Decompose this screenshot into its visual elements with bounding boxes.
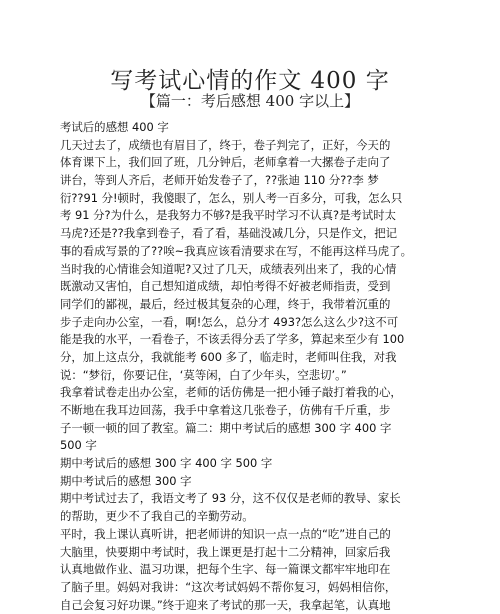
text-line: 考 91 分?为什么，是我努力不够?是我平时学习不认真?是考试时太 xyxy=(60,208,397,223)
text-line: 期中考试后的感想 300 字 xyxy=(60,473,192,488)
text-line: 分，加上这点分，我就能考 600 多了，临走时，老师叫住我，对我 xyxy=(60,349,397,364)
text-line: 了脑子里。妈妈对我讲：“这次考试妈妈不帮你复习，妈妈相信你， xyxy=(60,579,397,594)
text-line: 马虎?还是??我拿到卷子，看了看，基础没减几分，只是作文，把记 xyxy=(60,226,398,241)
text-line: 子一顿一顿的回了教室。篇二：期中考试后的感想 300 字 400 字 xyxy=(60,420,392,435)
text-line: 当时我的心情谁会知道呢?又过了几天，成绩表列出来了，我的心情 xyxy=(60,261,397,276)
text-line: 同学们的鄙视，最后，经过极其复杂的心理，终于，我带着沉重的 xyxy=(60,296,391,311)
text-line: 认真地做作业、温习功课，把每个生字、每一篇课文都牢牢地印在 xyxy=(60,562,391,577)
text-line: 平时，我上课认真听讲，把老师讲的知识一点一点的“吃”进自己的 xyxy=(60,526,391,541)
text-line: 的帮助，更少不了我自己的辛勤劳动。 xyxy=(60,509,254,524)
section-heading: 【篇一：考后感想 400 字以上】 xyxy=(140,92,360,110)
text-line: 能是我的水平，一看卷子，不该丢得分丢了学多，算起来至少有 100 xyxy=(60,332,405,347)
text-line: 500 字 xyxy=(60,438,97,453)
text-line: 几天过去了，成绩也有眉目了，终于，卷子判完了，正好，今天的 xyxy=(60,137,391,152)
text-line: 讲台，等到人齐后，老师开始发卷子了，??张迪 110 分??李 梦 xyxy=(60,173,379,188)
text-line: 既激动又害怕，自己想知道成绩，却怕考得不好被老师指责，受到 xyxy=(60,279,391,294)
text-line: 事的看成写景的了??唉~我真应该看清要求在写，不能再这样马虎了。 xyxy=(60,243,412,258)
text-line: 自己会复习好功课。”终于迎来了考试的那一天，我拿起笔，认真地 xyxy=(60,597,391,612)
text-line: 期中考试过去了，我语文考了 93 分，这不仅仅是老师的教导、家长 xyxy=(60,491,401,506)
text-line: 考试后的感想 400 字 xyxy=(60,120,169,134)
document-title: 写考试心情的作文 400 字 xyxy=(110,68,390,94)
text-line: 期中考试后的感想 300 字 400 字 500 字 xyxy=(60,456,273,471)
text-line: 不断地在我耳边回荡，我手中拿着这几张卷子，仿佛有千斤重，步 xyxy=(60,403,391,417)
text-line: 我拿着试卷走出办公室，老师的话仿佛是一把小锤子敲打着我的心， xyxy=(60,385,402,400)
text-line: 体育课下上，我们回了班，几分钟后，老师拿着一大摞卷子走向了 xyxy=(60,155,391,170)
text-line: 大脑里，快要期中考试时，我上课更是打起十二分精神，回家后我 xyxy=(60,544,391,559)
text-line: 说：“梦衍，你要记住，‘莫等闲，白了少年头，空悲切’。” xyxy=(60,367,347,382)
text-line: 衍??91 分!顿时，我傻眼了，怎么，别人考一百多分，可我，怎么只 xyxy=(60,190,403,205)
text-line: 步子走向办公室，一看，啊!怎么，总分才 493?怎么这么少?这不可 xyxy=(60,314,399,329)
document-body xyxy=(60,119,450,614)
